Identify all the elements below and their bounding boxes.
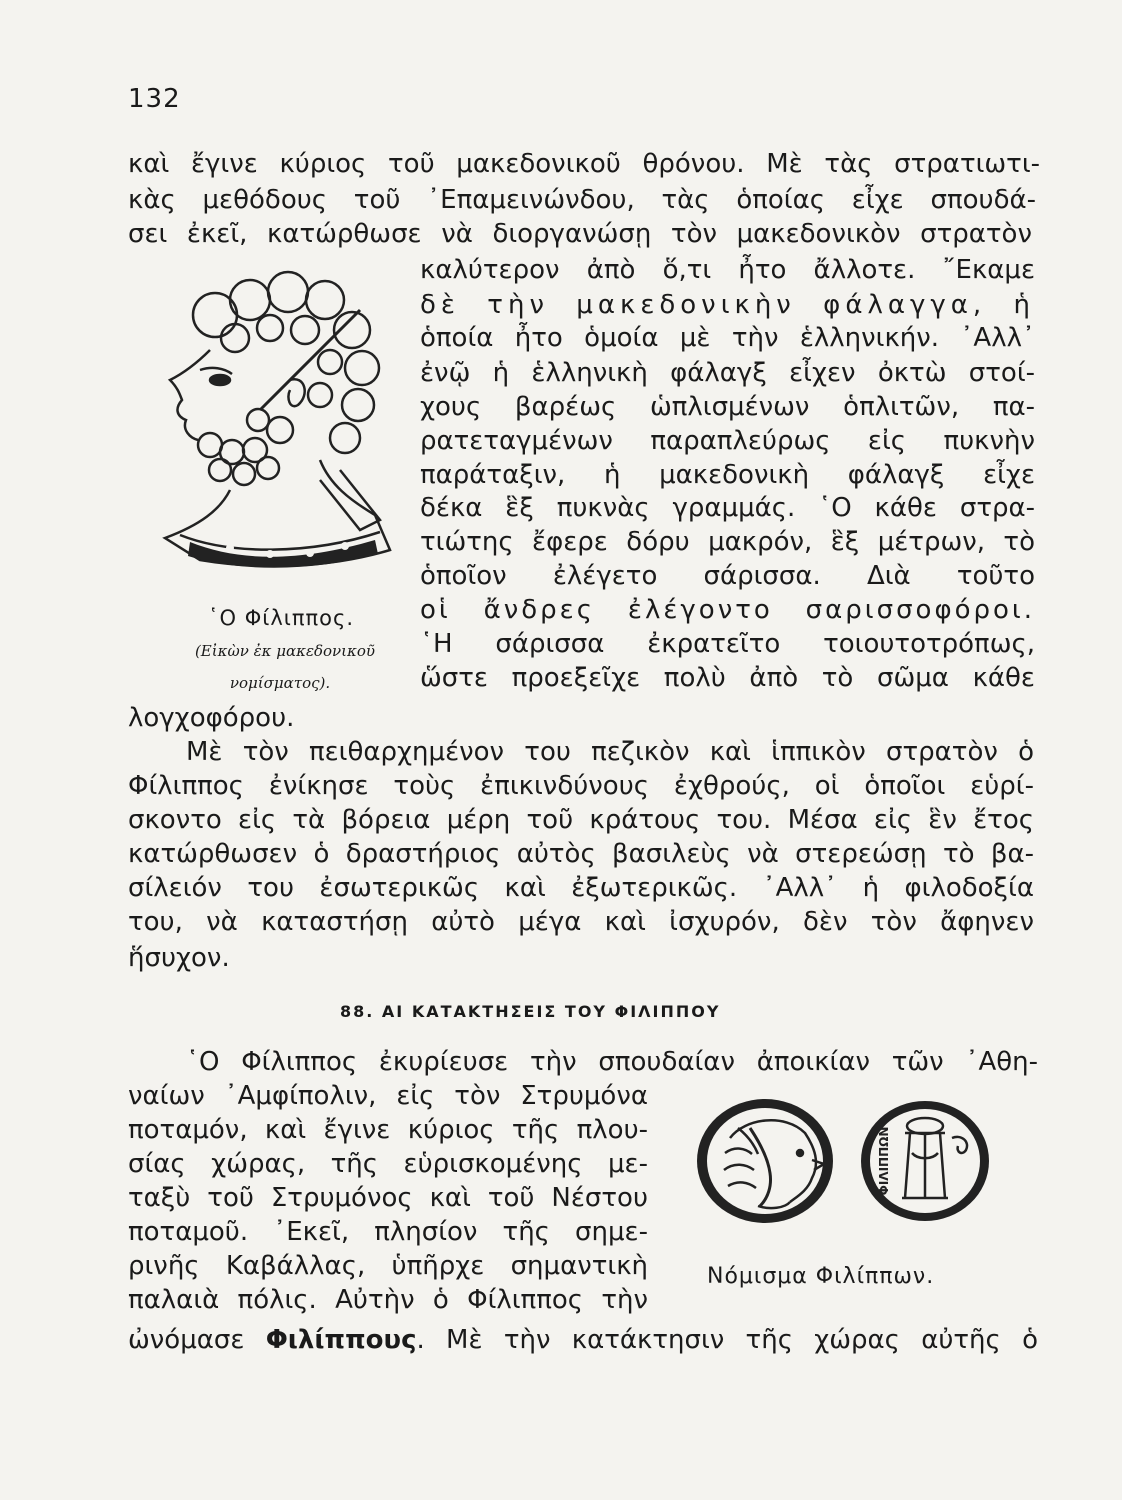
text-run: ὠνόμασε [128, 1325, 266, 1355]
text-line: παράταξιν, ἡ μακεδονικὴ φάλαγξ εἶχε [420, 460, 1035, 490]
philip-portrait-illustration [140, 270, 400, 580]
text-line: σκοντο εἰς τὰ βόρεια μέρη τοῦ κράτους του. Μέσα εἰς ἓν ἔτος [128, 805, 1034, 835]
text-line: τιώτης ἔφερε δόρυ μακρόν, ἓξ μέτρων, τὸ [420, 527, 1035, 557]
text-line: δέκα ἓξ πυκνὰς γραμμάς. ῾Ο κάθε στρα- [420, 493, 1035, 523]
caption-title: ῾Ο Φίλιππος. [207, 606, 354, 630]
text-line: ταξὺ τοῦ Στρυμόνος καὶ τοῦ Νέστου [128, 1183, 648, 1213]
text-line: ὥστε προεξεῖχε πολὺ ἀπὸ τὸ σῶμα κάθε [420, 663, 1035, 693]
text-line: ὁποῖον ἐλέγετο σάρισσα. Διὰ τοῦτο [420, 561, 1035, 591]
text-line: ῾Η σάρισσα ἐκρατεῖτο τοιουτοτρόπως, [420, 629, 1035, 659]
text-line: ρατεταγμένων παραπλεύρως εἰς πυκνὴν [420, 426, 1035, 456]
text-line: δὲ τὴν μακεδονικὴν φάλαγγα, ἡ [420, 290, 1035, 320]
section-title: 88. ΑΙ ΚΑΤΑΚΤΗΣΕΙΣ ΤΟΥ ΦΙΛΙΠΠΟΥ [340, 1002, 721, 1021]
text-line [128, 1322, 1038, 1358]
text-line: σει ἐκεῖ, κατώρθωσε νὰ διοργανώσῃ τὸν μακεδονικὸν στρατὸν [128, 219, 1032, 249]
text-line: καλύτερον ἀπὸ ὅ,τι ἦτο ἄλλοτε. ῎Εκαμε [420, 255, 1035, 285]
text-line: λογχοφόρου. [128, 703, 295, 733]
text-line: Μὲ τὸν πειθαρχημένον του πεζικὸν καὶ ἱππικὸν στρατὸν ὁ [186, 737, 1034, 767]
text-line: ἥσυχον. [128, 943, 230, 973]
philippi-coins-illustration [690, 1098, 1010, 1228]
text-line: παλαιὰ πόλις. Αὐτὴν ὁ Φίλιππος τὴν [128, 1285, 648, 1315]
text-line: σίας χώρας, τῆς εὑρισκομένης με- [128, 1149, 648, 1179]
text-line: χους βαρέως ὡπλισμένων ὁπλιτῶν, πα- [420, 392, 1035, 422]
text-line: καὶ ἔγινε κύριος τοῦ μακεδονικοῦ θρόνου. Μὲ τὰς στρατιωτι- [128, 149, 1040, 179]
caption-line: νομίσματος). [229, 674, 331, 692]
coin-inscription: ΦΙΛΙΠΠΩΝ [877, 1126, 891, 1196]
text-line: σίλειόν του ἐσωτερικῶς καὶ ἐξωτερικῶς. ᾿Αλλ᾿ ἡ φιλοδοξία [128, 873, 1034, 903]
text-line: ὁποία ἦτο ὁμοία μὲ τὴν ἑλληνικήν. ᾿Αλλ᾿ [420, 323, 1035, 353]
text-line: ποταμοῦ. ᾿Εκεῖ, πλησίον τῆς σημε- [128, 1217, 648, 1247]
text-line: ναίων ᾿Αμφίπολιν, εἰς τὸν Στρυμόνα [128, 1081, 648, 1111]
coin-reverse [861, 1101, 989, 1221]
place-name-philippi: Φιλίππους [265, 1325, 417, 1355]
text-line: ρινῆς Καβάλλας, ὑπῆρχε σημαντικὴ [128, 1251, 648, 1281]
caption-line: (Εἰκὼν ἐκ μακεδονικοῦ [194, 642, 376, 660]
page-number: 132 [128, 84, 181, 114]
text-line: Φίλιππος ἐνίκησε τοὺς ἐπικινδύνους ἐχθρούς, οἱ ὁποῖοι εὑρί- [128, 771, 1034, 801]
text-line: του, νὰ καταστήσῃ αὐτὸ μέγα καὶ ἰσχυρόν, δὲν τὸν ἄφηνεν [128, 907, 1034, 937]
text-line: κατώρθωσεν ὁ δραστήριος αὐτὸς βασιλεὺς νὰ στερεώσῃ τὸ βα- [128, 839, 1034, 869]
text-line: ῾Ο Φίλιππος ἐκυρίευσε τὴν σπουδαίαν ἀποικίαν τῶν ᾿Αθη- [186, 1047, 1038, 1077]
text-line: οἱ ἄνδρες ἐλέγοντο σαρισσοφόροι. [420, 595, 1035, 625]
coin-caption: Νόμισμα Φιλίππων. [707, 1264, 935, 1289]
text-line: ἐνῷ ἡ ἑλληνικὴ φάλαγξ εἶχεν ὀκτὼ στοί- [420, 358, 1035, 388]
coin-obverse [697, 1099, 833, 1223]
text-line: κὰς μεθόδους τοῦ ᾿Επαμεινώνδου, τὰς ὁποίας εἶχε σπουδά- [128, 185, 1036, 215]
text-run: . Μὲ τὴν κατάκτησιν τῆς χώρας αὐτῆς ὁ [416, 1325, 1038, 1355]
text-line: ποταμόν, καὶ ἔγινε κύριος τῆς πλου- [128, 1115, 648, 1145]
